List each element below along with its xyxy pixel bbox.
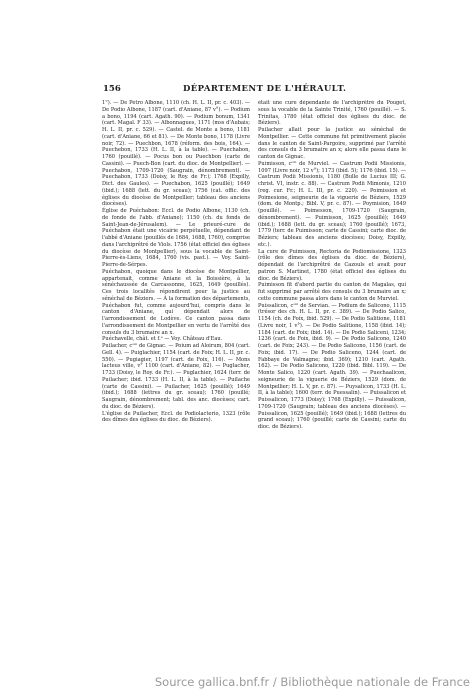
left-paragraph: 1°). — De Petro Albone, 1110 (ch. H. L. II, pr. c. 403). — De Podio Albone, 1187 (cart. d'Aniane, 87 v°). — Podium a bono, 1194 (cart. Agath. 90). — Podium bonum, 1341 (cart. Magal. F 33). — Albonnagues, 1171 (mss d'Aubais; H. L. II, pr. c. 529). — Castel. de Monte a bono, 1181 (cart. d'Aniane, 66 et 81). — De Monte bono, 1178 (Livre noir, 72). — Puechbon, 1678 (réform. des bois, 164). — Puechebon, 1733 (H. L. II, à la table). — Puechabon, 1760 (pouillé). — Pocus bon ou Puechbon (carte de Cassini). — Puech-Bon (cart. du dioc. de Montpellier). — Puechabon, 1709-1720 (Saugrain, dénombrement). — Puechabon, 1733 (Doisy, le Roy. de Fr.); 1768 (Expilly, Dict. des Gaules). — Puechabon, 1625 (pouillé); 1649 (ibid.); 1688 (lett. du gr. sceau); 1756 (cat. offic. des églises du diocèse de Montpellier; tableau des anciens diocèses). <box>102 100 250 208</box>
right-paragraph: Puimisson, cᵒᵐ de Murviel. — Castrum Podii Missionis, 1097 (Livre noir, 12 v°); 1173 (ibid. 5); 1176 (ibid. 15). — Castrum Podii Missionis, 1180 (Bulle de Lucius III; G. christ. VI, instr. c. 88). — Castrum Podii Mimonis, 1210 (reg. cur. Fr.; H. L. III, pr. c. 220). — Poimission et Poimesione, seigneurie de la viguerie de Béziers, 1529 (dom. de Montp.; Bibl. V, pr. c. 87). — Poymision, 1649 (pouillé). — Poimesson, 1709-1720 (Saugrain, dénombrement). — Puimisson, 1625 (pouillé); 1649 (ibid.); 1688 (lett. du gr. sceau); 1760 (pouillé); 1673, 1779 (terr. de Puimisson; carte de Cassini; carte dioc. de Béziers; tableau des anciens diocèses; Doisy, Expilly, etc.). <box>258 160 406 248</box>
left-column <box>102 100 250 640</box>
right-column <box>258 100 406 517</box>
right-paragraph: Puissalicon, cᵒᵐ de Servian. — Podium de Salicono, 1115 (trésor des ch. H. L. II, pr. c. 389). — De Podio Salico, 1154 (ch. de Foix, ibid. 529). — De Podio Salitione, 1181 (Livre noir, 1 v°). — De Podio Salitione, 1158 (ibid. 14); 1184 (cart. de Foix; ibid. 14). — De Podio Saliceni, 1234; 1236 (cart. de Foix, ibid. 9). — De Podio Salicono, 1240 (cart. de Foix; 243). — De Podio Salicono, 1156 (cart. de Foix; ibid. 17). — De Podio Saliceno, 1244 (cart. de Fabbaye de Valmagne; ibid. 369); 1210 (cart. Agath. 162). — De Podio Salicono, 1220 (ibid. Bibl. 119). — De Monte Salico, 1220 (cart. Agath. 39). — Puechaalicon, seigneurie de la viguerie de Béziers, 1529 (dom. de Montpellier; H. L. V, pr. c. 87). — Puysalicon, 1733 (H. L. II, à la table); 1600 (terr. de Puessalin). — Puissalicon et Puissalicon, 1773 (Doisy); 1768 (Expilly). — Puissalicon, 1709-1720 (Saugrain; tableau des anciens diocèses). — Puissalicon, 1625 (pouillé); 1649 (ibid.); 1688 (lettres du grand sceau); 1760 (pouillé; carte de Cassini; carte du dioc. de Béziers). <box>258 302 406 430</box>
page-title: DÉPARTEMENT DE L'HÉRAULT. <box>183 84 347 94</box>
left-paragraph: Église de Puéchabon: Eccl. de Podio Albone, 1130 (ch. de fonde de l'abb. d'Aniane); 1150 (ch. du fonds de Saint-Jean-de-Jérusalem). — Le prieuré-cure de Puéchabon était une vicairie perpétuelle, dépendant de l'abbé d'Aniane (pouillés de 1684, 1688, 1760), comprise dans l'archiprêtré de Viols. 1756 (état officiel des églises du diocèse de Montpellier), sous la vocable de Saint-Pierre-ès-Liens, 1684, 1760 (vis. past.). — Voy. Saint-Pierre-de-Sérpes. <box>102 208 250 268</box>
left-paragraph: Puéchabon, quoique dans le diocèse de Montpellier, appartenait, comme Aniane et la Boissière, à la sénéchaussée de Carcassonne, 1625, 1649 (pouillés). Ces trois localités répondirent pour la justice au sénéchal de Béziers. — À la formation des départements, Puéchabon fut, comme aujourd'hui, compris dans le canton d'Aniane, qui dépendait alors de l'arrondissement de Lodève. Ce canton passa dans l'arrondissement de Montpellier en vertu de l'arrêté des consuls du 3 brumaire an x. <box>102 268 250 336</box>
page-number: 156 <box>103 84 121 94</box>
left-paragraph: Puilacher, cᵒᵐ de Gignac. — Poium ad Aloirum, 804 (cart. Gell. 4). — Puiglachier, 1154 (cart. de Foix; H. L. II, pr. c. 550). — Pugiagier, 1197 (cart. de Foix, 116). — Mons lacteus ville, v° 1100 (cart. d'Aniane, 82). — Puglacher, 1733 (Doisy, le Roy. de Fr.). — Puglachier, 1624 (terr. de Puilacher; ibid. 1733 (H. L. II, à la table). — Puilache (carte de Cassini). — Puilacher, 1625 (pouillé); 1649 (ibid.); 1688 (lettres du gr. sceau); 1760 (pouillé; Saugrain, dénombrement; tabl. des anc. diocèses; cart. du dioc. de Béziers). <box>102 343 250 410</box>
right-paragraph: était une cure dépendante de l'archiprêtré du Pouget, sous la vocable de la Sainte Trinité, 1760 (pouillé). — S. Trinitas, 1780 (état officiel des églises du dioc. de Béziers). <box>258 100 406 127</box>
right-paragraph: La cure de Puimisson, Rectoria de Podiomissione, 1323 (rôle des dîmes des églises du dioc. de Béziers), dépendait de l'archiprêtré de Cazouls et avait pour patron S. Martinet, 1780 (état officiel des églises du dioc. de Béziers). <box>258 248 406 282</box>
left-paragraph: L'église de Puilacher, Eccl. de Podiolacterio, 1323 (rôle des dîmes des églises du dioc. de Béziers). <box>102 410 250 424</box>
right-paragraph: Puilacher allait pour la justice au sénéchal de Montpellier. — Cette commune fut primitivement placée dans le canton de Saint-Pargoire, supprimé par l'arrêté des consuls du 3 brumaire an x; alors elle passa dans le canton de Gignac. <box>258 127 406 160</box>
right-paragraph: Puimisson fit d'abord partie du canton de Magalas, qui fut supprimé par arrêté des consuls du 3 brumaire an x; cette commune passa alors dans le canton de Murviel. <box>258 282 406 302</box>
left-paragraph: Puéchavelle, chât. et f.ᵉ — Voy. Château d'Eau. <box>102 336 223 343</box>
page-header <box>103 84 409 94</box>
source-attribution: Source gallica.bnf.fr / Bibliothèque nationale de France <box>154 675 470 689</box>
